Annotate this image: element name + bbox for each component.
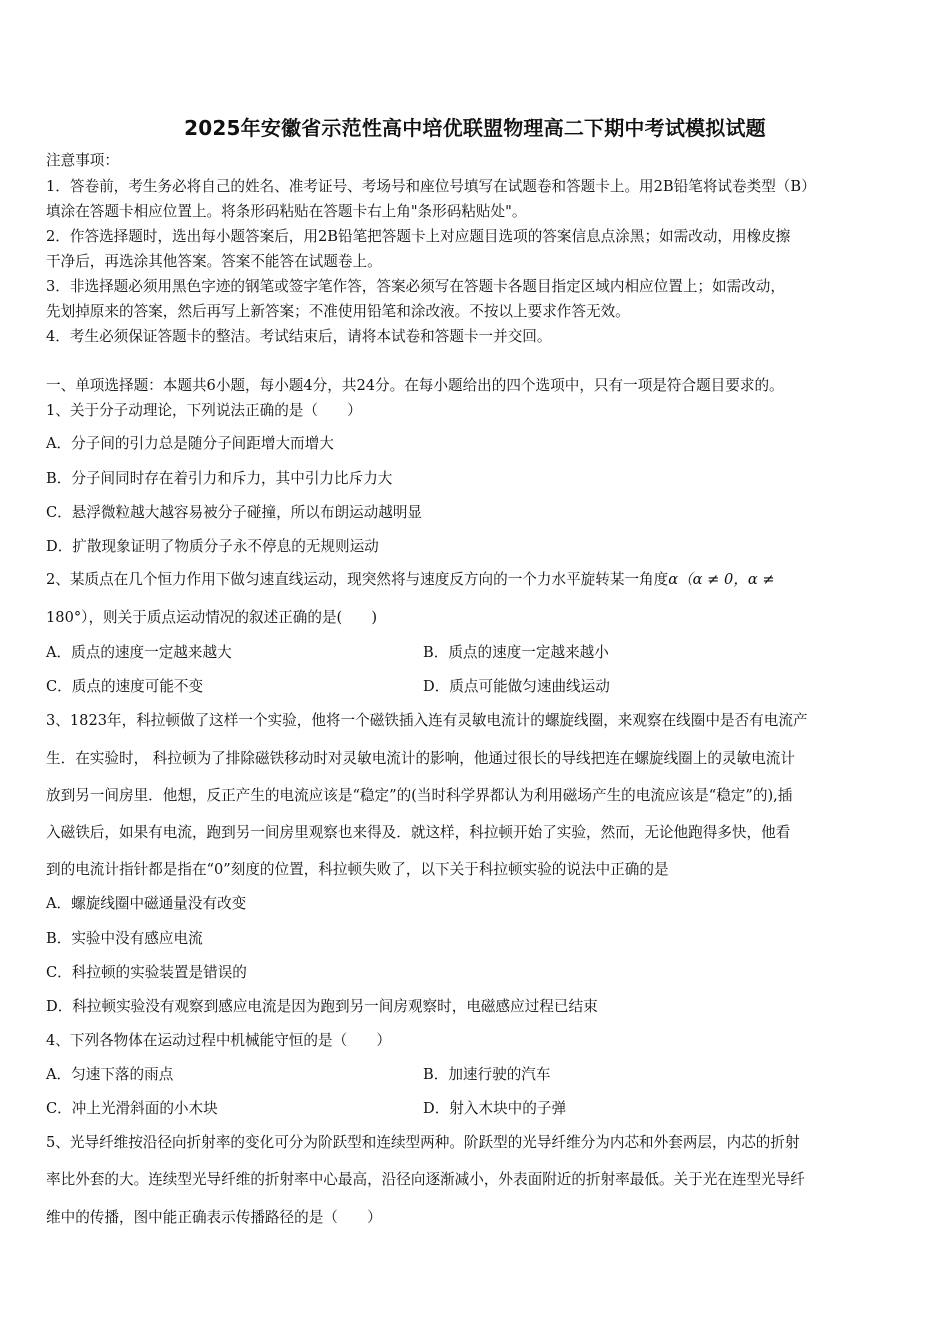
notice-line: 填涂在答题卡相应位置上。将条形码粘贴在答题卡右上角"条形码粘贴处"。 <box>46 203 527 220</box>
option-row <box>46 677 910 697</box>
option-d: D．射入木块中的子弹 <box>423 1100 567 1117</box>
option-c: C．冲上光滑斜面的小木块 <box>46 1100 218 1117</box>
question-stem: 5、光导纤维按沿径向折射率的变化可分为阶跃型和连续型两种。阶跃型的光导纤维分为内芯和外套两层，内芯的折射 <box>46 1134 800 1151</box>
option-b: B．实验中没有感应电流 <box>46 930 203 947</box>
notice-line: 干净后，再选涂其他答案。答案不能答在试题卷上。 <box>46 253 382 270</box>
question-stem-line <box>46 570 910 590</box>
question-stem: 到的电流计指针都是指在“0”刻度的位置，科拉顿失败了，以下关于科拉顿实验的说法中正确的是 <box>46 861 669 878</box>
option-row <box>46 643 910 663</box>
question-stem: 维中的传播，图中能正确表示传播路径的是（ ） <box>46 1209 382 1226</box>
option-b: B．质点的速度一定越来越小 <box>423 644 609 661</box>
question-stem: 180°），则关于质点运动情况的叙述正确的是( ) <box>46 609 378 626</box>
option-d: D．扩散现象证明了物质分子永不停息的无规则运动 <box>46 538 379 555</box>
option-a: A．螺旋线圈中磁通量没有改变 <box>46 895 247 912</box>
notice-line: 4．考生必须保证答题卡的整洁。考试结束后，请将本试卷和答题卡一并交回。 <box>46 328 552 345</box>
option-row <box>46 1065 910 1085</box>
notice-heading: 注意事项： <box>46 152 119 169</box>
option-a: A．匀速下落的雨点 <box>46 1066 174 1083</box>
question-stem: 放到另一间房里．他想，反正产生的电流应该是“稳定”的(当时科学界都认为利用磁场产生的电流应该是“稳定”的),插 <box>46 787 793 804</box>
option-row <box>46 1099 910 1119</box>
option-d: D．科拉顿实验没有观察到感应电流是因为跑到另一间房观察时，电磁感应过程已结束 <box>46 998 598 1015</box>
notice-line: 2．作答选择题时，选出每小题答案后，用2B铅笔把答题卡上对应题目选项的答案信息点涂黑；如需改动，用橡皮擦 <box>46 228 791 245</box>
option-d: D．质点可能做匀速曲线运动 <box>423 678 610 695</box>
option-c: C．科拉顿的实验装置是错误的 <box>46 964 247 981</box>
notice-line: 1．答卷前，考生务必将自己的姓名、准考证号、考场号和座位号填写在试题卷和答题卡上。用2B铅笔将试卷类型（B） <box>46 178 816 195</box>
option-b: B．分子间同时存在着引力和斥力，其中引力比斥力大 <box>46 470 393 487</box>
question-stem: 生．在实验时， 科拉顿为了排除磁铁移动时对灵敏电流计的影响，他通过很长的导线把连在螺旋线圈上的灵敏电流计 <box>46 750 795 767</box>
alpha-expression: α（α ≠ 0，α ≠ <box>668 571 775 588</box>
question-stem: 4、下列各物体在运动过程中机械能守恒的是（ ） <box>46 1032 391 1049</box>
question-stem: 2、某质点在几个恒力作用下做匀速直线运动，现突然将与速度反方向的一个力水平旋转某一角度 <box>46 571 669 588</box>
notice-line: 先划掉原来的答案，然后再写上新答案；不准使用铅笔和涂改液。不按以上要求作答无效。 <box>46 303 630 320</box>
option-c: C．悬浮微粒越大越容易被分子碰撞，所以布朗运动越明显 <box>46 504 423 521</box>
option-a: A．质点的速度一定越来越大 <box>46 644 232 661</box>
section-heading: 一、单项选择题：本题共6小题，每小题4分，共24分。在每小题给出的四个选项中，只有一项是符合题目要求的。 <box>46 377 784 394</box>
question-stem: 1、关于分子动理论，下列说法正确的是（ ） <box>46 402 362 419</box>
option-b: B．加速行驶的汽车 <box>423 1066 551 1083</box>
option-c: C．质点的速度可能不变 <box>46 678 204 695</box>
question-stem: 率比外套的大。连续型光导纤维的折射率中心最高，沿径向逐渐减小，外表面附近的折射率最低。关于光在连型光导纤 <box>46 1171 805 1188</box>
question-stem: 3、1823年，科拉顿做了这样一个实验，他将一个磁铁插入连有灵敏电流计的螺旋线圈，来观察在线圈中是否有电流产 <box>46 712 808 729</box>
notice-line: 3．非选择题必须用黑色字迹的钢笔或签字笔作答，答案必须写在答题卡各题目指定区域内相应位置上；如需改动， <box>46 278 785 295</box>
option-a: A．分子间的引力总是随分子间距增大而增大 <box>46 435 334 452</box>
page-title: 2025年安徽省示范性高中培优联盟物理高二下期中考试模拟试题 <box>184 116 766 140</box>
question-stem: 入磁铁后，如果有电流，跑到另一间房里观察也来得及．就这样，科拉顿开始了实验，然而，无论他跑得多快，他看 <box>46 824 791 841</box>
